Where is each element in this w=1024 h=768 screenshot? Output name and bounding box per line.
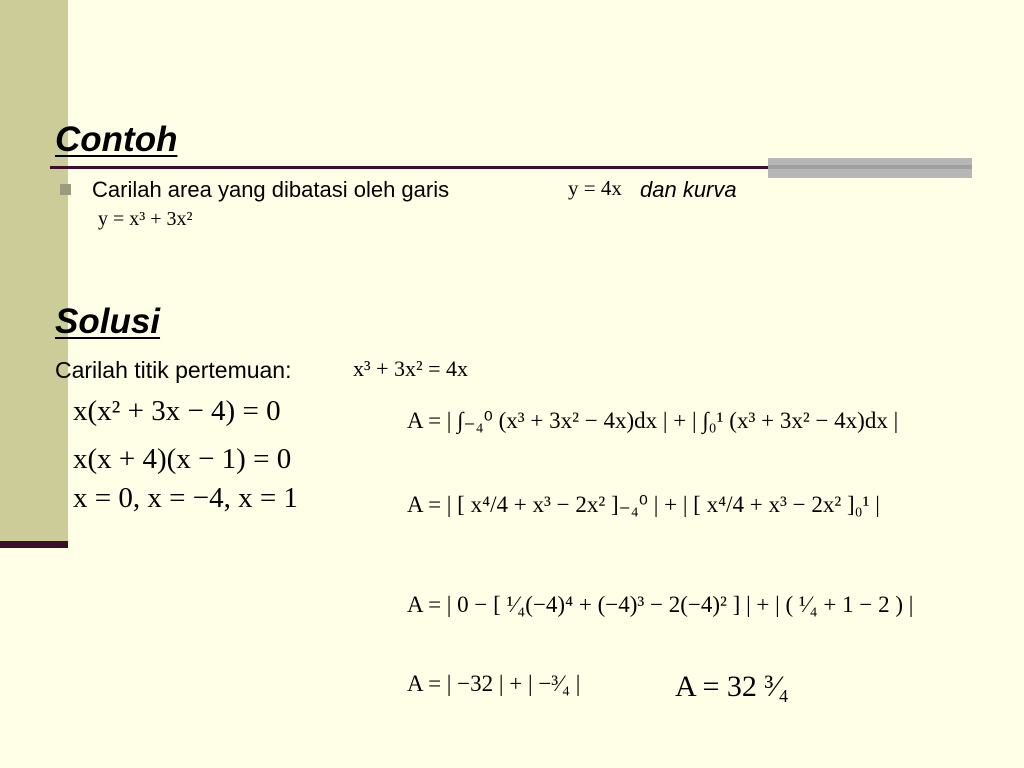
factor-step-2: x(x + 4)(x − 1) = 0	[73, 443, 292, 475]
intersection-label: Carilah titik pertemuan:	[55, 357, 292, 383]
line-equation: y = 4x	[568, 176, 622, 200]
problem-text: Carilah area yang dibatasi oleh garis	[92, 177, 450, 202]
final-answer: A = 32 ³⁄₄	[675, 670, 789, 703]
area-antiderivative: A = | [ x⁴/4 + x³ − 2x² ]₋₄⁰ | + | [ x⁴/4 + x³ − 2x² ]₀¹ |	[407, 492, 880, 517]
accent-bar	[768, 158, 972, 178]
area-absolute-values: A = | −32 | + | −³⁄₄ |	[407, 671, 581, 696]
heading-example: Contoh	[55, 120, 178, 159]
area-integral: A = | ∫₋₄⁰ (x³ + 3x² − 4x)dx | + | ∫₀¹ (x³ + 3x² − 4x)dx |	[407, 408, 899, 433]
side-band-footer-rule	[0, 541, 68, 548]
curve-equation: y = x³ + 3x²	[98, 208, 193, 230]
bullet-icon	[60, 184, 71, 195]
intersection-equation: x³ + 3x² = 4x	[353, 356, 469, 381]
side-band	[0, 0, 68, 548]
heading-solution: Solusi	[55, 302, 161, 341]
area-evaluation: A = | 0 − [ ¹⁄₄(−4)⁴ + (−4)³ − 2(−4)² ] | + | ( ¹⁄₄ + 1 − 2 ) |	[407, 592, 914, 617]
problem-conjunction: dan kurva	[640, 177, 737, 202]
roots: x = 0, x = −4, x = 1	[73, 482, 298, 514]
factor-step-1: x(x² + 3x − 4) = 0	[73, 395, 281, 427]
